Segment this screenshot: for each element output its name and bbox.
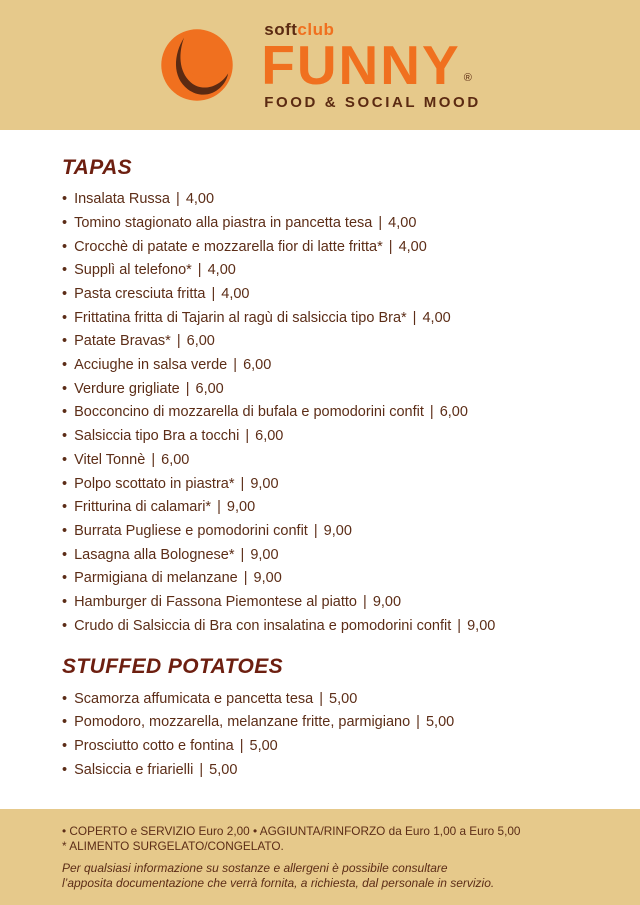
price-separator: | [236, 546, 249, 563]
item-name: Parmigiana di melanzane [74, 570, 238, 587]
menu-item [62, 378, 578, 402]
price-separator: | [195, 761, 208, 778]
price-separator: | [229, 357, 242, 374]
item-price: 9,00 [372, 594, 402, 611]
item-price: 9,00 [253, 570, 282, 587]
item-price: 5,00 [329, 690, 358, 707]
item-name: Salsiccia e friarielli [74, 761, 194, 778]
item-price: 6,00 [243, 357, 272, 374]
item-price: 5,00 [249, 737, 278, 754]
price-separator: | [235, 737, 248, 754]
price-separator: | [453, 617, 466, 634]
menu-sections [0, 130, 640, 782]
item-name: Insalata Russa [74, 191, 170, 208]
menu-item [62, 449, 578, 473]
bullet-icon: • [62, 214, 68, 231]
item-name: Patate Bravas* [74, 333, 171, 350]
price-separator: | [239, 570, 252, 587]
price-separator: | [241, 428, 254, 445]
menu-item [62, 520, 578, 544]
brand-tagline: FOOD & SOCIAL MOOD [264, 93, 481, 111]
brand-club-label: club [297, 19, 335, 39]
price-separator: | [408, 309, 421, 326]
bullet-icon: • [62, 546, 68, 563]
item-price: 5,00 [425, 714, 455, 731]
bullet-icon: • [62, 570, 68, 587]
bullet-icon: • [62, 475, 68, 492]
footer-banner [0, 809, 640, 905]
bullet-icon: • [62, 191, 68, 208]
price-separator: | [147, 451, 160, 468]
item-price: 5,00 [209, 761, 238, 778]
bullet-icon: • [62, 285, 68, 302]
menu-item [62, 307, 578, 331]
bullet-icon: • [62, 357, 68, 374]
menu-item [62, 354, 578, 378]
price-separator: | [181, 380, 194, 397]
item-price: 9,00 [226, 499, 256, 516]
item-name: Frittatina fritta di Tajarin al ragù di salsiccia tipo Bra* [74, 309, 407, 326]
bullet-icon: • [62, 238, 68, 255]
item-price: 9,00 [323, 522, 352, 539]
item-price: 6,00 [161, 451, 190, 468]
funny-face-logo-icon [159, 27, 235, 103]
item-name: Prosciutto cotto e fontina [74, 737, 234, 754]
item-name: Lasagna alla Bolognese* [74, 546, 235, 563]
section-title: TAPAS [62, 156, 133, 179]
bullet-icon: • [62, 333, 68, 350]
item-name: Vitel Tonnè [74, 451, 146, 468]
price-separator: | [309, 522, 322, 539]
bullet-icon: • [62, 522, 68, 539]
menu-item [62, 735, 578, 759]
item-name: Hamburger di Fassona Piemontese al piatto [74, 594, 357, 611]
menu-item [62, 283, 578, 307]
menu-item [62, 236, 578, 260]
item-name: Salsiccia tipo Bra a tocchi [74, 428, 240, 445]
menu-item [62, 544, 578, 568]
menu-item [62, 591, 578, 615]
menu-item [62, 711, 578, 735]
price-separator: | [374, 214, 387, 231]
item-name: Acciughe in salsa verde [74, 357, 228, 374]
item-name: Pomodoro, mozzarella, melanzane fritte, parmigiano [74, 714, 411, 731]
item-name: Verdure grigliate [74, 380, 180, 397]
footer-cover-service-line: • COPERTO e SERVIZIO Euro 2,00 • AGGIUNTA/RINFORZO da Euro 1,00 a Euro 5,00 [62, 824, 521, 838]
price-separator: | [425, 404, 438, 421]
footer-allergen-note-line2: l’apposita documentazione che verrà fornita, a richiesta, dal personale in servizio. [62, 875, 495, 890]
item-price: 4,00 [185, 191, 215, 208]
bullet-icon: • [62, 761, 68, 778]
section-title: STUFFED POTATOES [62, 655, 284, 679]
menu-item [62, 425, 578, 449]
bullet-icon: • [62, 737, 68, 754]
item-price: 9,00 [250, 475, 279, 492]
item-price: 4,00 [207, 262, 236, 279]
footer-allergen-note-line1: Per qualsiasi informazione su sostanze e allergeni è possibile consultare [62, 861, 448, 875]
item-price: 4,00 [398, 238, 427, 255]
price-separator: | [213, 499, 225, 516]
item-price: 6,00 [439, 404, 468, 421]
item-price: 6,00 [195, 380, 224, 397]
menu-item [62, 688, 578, 712]
item-name: Bocconcino di mozzarella di bufala e pomodorini confit [74, 404, 424, 421]
bullet-icon: • [62, 690, 68, 707]
item-price: 9,00 [250, 546, 279, 563]
price-separator: | [358, 594, 371, 611]
bullet-icon: • [62, 428, 68, 445]
item-price: 6,00 [186, 333, 215, 350]
bullet-icon: • [62, 451, 68, 468]
item-price: 6,00 [255, 428, 284, 445]
footer-frozen-food-line: * ALIMENTO SURGELATO/CONGELATO. [62, 839, 284, 853]
bullet-icon: • [62, 499, 68, 516]
item-name: Supplì al telefono* [74, 262, 192, 279]
price-separator: | [172, 333, 185, 350]
item-name: Scamorza affumicata e pancetta tesa [74, 690, 314, 707]
bullet-icon: • [62, 309, 68, 326]
bullet-icon: • [62, 262, 68, 279]
header-banner [0, 0, 640, 130]
menu-section [62, 156, 578, 638]
menu-item [62, 615, 578, 639]
price-separator: | [207, 285, 220, 302]
brand-soft-label: soft [264, 19, 298, 39]
menu-item [62, 212, 578, 236]
item-name: Tomino stagionato alla piastra in pancetta tesa [74, 214, 373, 231]
menu-item-list [62, 688, 578, 783]
item-price: 9,00 [467, 617, 496, 634]
price-separator: | [315, 690, 328, 707]
item-name: Polpo scottato in piastra* [74, 475, 235, 492]
item-price: 4,00 [388, 214, 417, 231]
brand-name-text: FUNNY [261, 33, 461, 96]
price-separator: | [412, 714, 424, 731]
bullet-icon: • [62, 404, 68, 421]
menu-item [62, 188, 578, 212]
menu-item [62, 567, 578, 591]
price-separator: | [193, 262, 206, 279]
bullet-icon: • [62, 594, 68, 611]
bullet-icon: • [62, 617, 68, 634]
menu-item [62, 759, 578, 783]
item-name: Pasta cresciuta fritta [74, 285, 206, 302]
footer-allergen-note [62, 861, 578, 890]
item-name: Burrata Pugliese e pomodorini confit [74, 522, 308, 539]
item-price: 4,00 [422, 309, 451, 326]
menu-item [62, 259, 578, 283]
price-separator: | [236, 475, 249, 492]
item-name: Crudo di Salsiccia di Bra con insalatina e pomodorini confit [74, 617, 452, 634]
menu-item [62, 330, 578, 354]
registered-trademark-icon: ® [463, 71, 472, 84]
item-price: 4,00 [221, 285, 250, 302]
item-name: Fritturina di calamari* [74, 499, 212, 516]
menu-item [62, 401, 578, 425]
menu-item [62, 473, 578, 497]
menu-item [62, 496, 578, 520]
brand-wordmark [261, 33, 472, 96]
menu-item-list [62, 188, 578, 638]
price-separator: | [384, 238, 397, 255]
menu-section [62, 655, 578, 782]
item-name: Crocchè di patate e mozzarella fior di latte fritta* [74, 238, 383, 255]
brand-block [261, 21, 481, 110]
bullet-icon: • [62, 380, 68, 397]
price-separator: | [172, 191, 184, 208]
bullet-icon: • [62, 714, 68, 731]
